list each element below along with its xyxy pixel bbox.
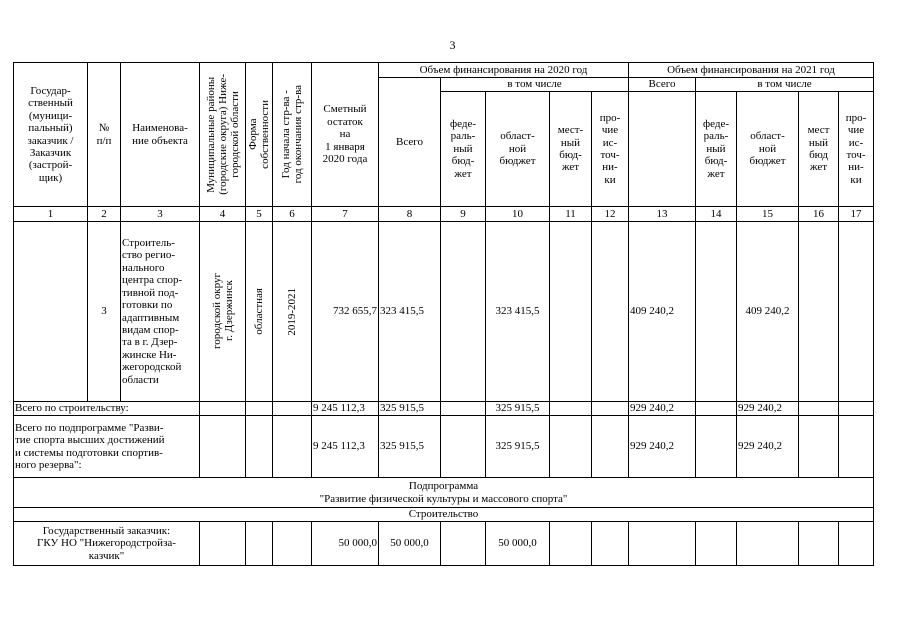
financing-table xyxy=(13,62,874,566)
col-number: 17 xyxy=(839,207,874,222)
total-construction-regional-2020: 325 915,5 xyxy=(486,402,550,416)
header-including-2021: в том числе xyxy=(696,78,874,92)
cell xyxy=(550,522,592,566)
object-district: городской округ г. Дзержинск xyxy=(200,222,246,402)
header-financing-2020: Объем финансирования на 2020 год xyxy=(379,63,629,78)
cell xyxy=(273,402,312,416)
customer-total-2020: 50 000,0 xyxy=(379,522,441,566)
header-total-2021: Всего xyxy=(629,78,696,92)
col-number: 3 xyxy=(121,207,200,222)
total-subprogram-label: Всего по подпрограмме "Разви- тие спорта высших достижений и системы подготовки спортив- ного резерва": xyxy=(14,416,200,478)
cell xyxy=(200,416,246,478)
object-balance: 732 655,7 xyxy=(312,222,379,402)
customer-balance: 50 000,0 xyxy=(312,522,379,566)
col-number: 1 xyxy=(14,207,88,222)
cell xyxy=(799,402,839,416)
object-regional-2021: 409 240,2 xyxy=(737,222,799,402)
header-regional-2021: област- ной бюджет xyxy=(737,92,799,207)
total-construction-regional-2021: 929 240,2 xyxy=(737,402,799,416)
object-name: Строитель- ство регио- нального центра спор- тивной под- готовки по адаптивным видам спор- та в г. Дзер- жинске Ни- жегородской области xyxy=(121,222,200,402)
col-number: 7 xyxy=(312,207,379,222)
col-number: 11 xyxy=(550,207,592,222)
header-local-2021: мест ный бюд жет xyxy=(799,92,839,207)
cell xyxy=(696,416,737,478)
object-local-2021 xyxy=(799,222,839,402)
cell xyxy=(839,522,874,566)
cell xyxy=(246,522,273,566)
header-regional-2020: област- ной бюджет xyxy=(486,92,550,207)
customer-label: Государственный заказчик: ГКУ НО "Нижегородстройза- казчик" xyxy=(14,522,200,566)
header-total-2020: Всего xyxy=(379,78,441,207)
col-number: 15 xyxy=(737,207,799,222)
col-number: 4 xyxy=(200,207,246,222)
cell xyxy=(592,402,629,416)
total-subprogram-total-2021: 929 240,2 xyxy=(629,416,696,478)
total-construction-label: Всего по строительству: xyxy=(14,402,200,416)
col-number: 12 xyxy=(592,207,629,222)
object-ownership: областная xyxy=(246,222,273,402)
col-number: 8 xyxy=(379,207,441,222)
cell xyxy=(592,416,629,478)
total-subprogram-regional-2020: 325 915,5 xyxy=(486,416,550,478)
cell xyxy=(246,402,273,416)
cell xyxy=(441,522,486,566)
header-object-name: Наименова- ние объекта xyxy=(121,63,200,207)
total-construction-balance: 9 245 112,3 xyxy=(312,402,379,416)
cell xyxy=(273,416,312,478)
cell xyxy=(839,416,874,478)
header-customer: Государ- ственный (муници- пальный) заказчик / Заказчик (застрой- щик) xyxy=(14,63,88,207)
total-subprogram-regional-2021: 929 240,2 xyxy=(737,416,799,478)
header-district: Муниципальные районы (городские округа) Ниже- городской области xyxy=(200,63,246,207)
col-number: 16 xyxy=(799,207,839,222)
cell xyxy=(200,522,246,566)
header-federal-2020: феде- раль- ный бюд- жет xyxy=(441,92,486,207)
cell xyxy=(696,402,737,416)
col-number: 14 xyxy=(696,207,737,222)
total-subprogram-total-2020: 325 915,5 xyxy=(379,416,441,478)
object-other-2021 xyxy=(839,222,874,402)
col-number: 6 xyxy=(273,207,312,222)
object-years: 2019-2021 xyxy=(273,222,312,402)
cell xyxy=(799,522,839,566)
cell xyxy=(441,402,486,416)
total-subprogram-row xyxy=(14,416,874,478)
section-title: Строительство xyxy=(14,508,874,522)
header-federal-2021: феде- раль- ный бюд- жет xyxy=(696,92,737,207)
header-financing-2021: Объем финансирования на 2021 год xyxy=(629,63,874,78)
header-other-2021: про- чие ис- точ- ни- ки xyxy=(839,92,874,207)
object-row xyxy=(14,222,874,402)
page-number: 3 xyxy=(449,38,456,52)
object-other-2020 xyxy=(592,222,629,402)
col-number: 9 xyxy=(441,207,486,222)
col-number: 2 xyxy=(88,207,121,222)
header-local-2020: мест- ный бюд- жет xyxy=(550,92,592,207)
total-subprogram-balance: 9 245 112,3 xyxy=(312,416,379,478)
col-number: 5 xyxy=(246,207,273,222)
object-regional-2020: 323 415,5 xyxy=(486,222,550,402)
object-num: 3 xyxy=(88,222,121,402)
subprogram-title: Подпрограмма "Развитие физической культуры и массового спорта" xyxy=(14,478,874,508)
header-years: Год начала стр-ва - год окончания стр-ва xyxy=(273,63,312,207)
header-total-2021-body xyxy=(629,92,696,207)
object-local-2020 xyxy=(550,222,592,402)
total-construction-total-2021: 929 240,2 xyxy=(629,402,696,416)
object-federal-2021 xyxy=(696,222,737,402)
object-federal-2020 xyxy=(441,222,486,402)
cell xyxy=(839,402,874,416)
header-ownership: Форма собственности xyxy=(246,63,273,207)
cell xyxy=(696,522,737,566)
customer-row xyxy=(14,522,874,566)
col-number: 13 xyxy=(629,207,696,222)
cell xyxy=(550,416,592,478)
col-number: 10 xyxy=(486,207,550,222)
object-customer xyxy=(14,222,88,402)
cell xyxy=(200,402,246,416)
cell xyxy=(273,522,312,566)
cell xyxy=(246,416,273,478)
object-total-2020: 323 415,5 xyxy=(379,222,441,402)
column-numbers-row xyxy=(14,207,874,222)
header-num: № п/п xyxy=(88,63,121,207)
cell xyxy=(629,522,696,566)
total-construction-row xyxy=(14,402,874,416)
header-other-2020: про- чие ис- точ- ни- ки xyxy=(592,92,629,207)
cell xyxy=(441,416,486,478)
header-balance: Сметный остаток на 1 января 2020 года xyxy=(312,63,379,207)
header-including-2020: в том числе xyxy=(441,78,629,92)
cell xyxy=(737,522,799,566)
cell xyxy=(550,402,592,416)
total-construction-total-2020: 325 915,5 xyxy=(379,402,441,416)
customer-regional-2020: 50 000,0 xyxy=(486,522,550,566)
object-total-2021: 409 240,2 xyxy=(629,222,696,402)
cell xyxy=(799,416,839,478)
cell xyxy=(592,522,629,566)
